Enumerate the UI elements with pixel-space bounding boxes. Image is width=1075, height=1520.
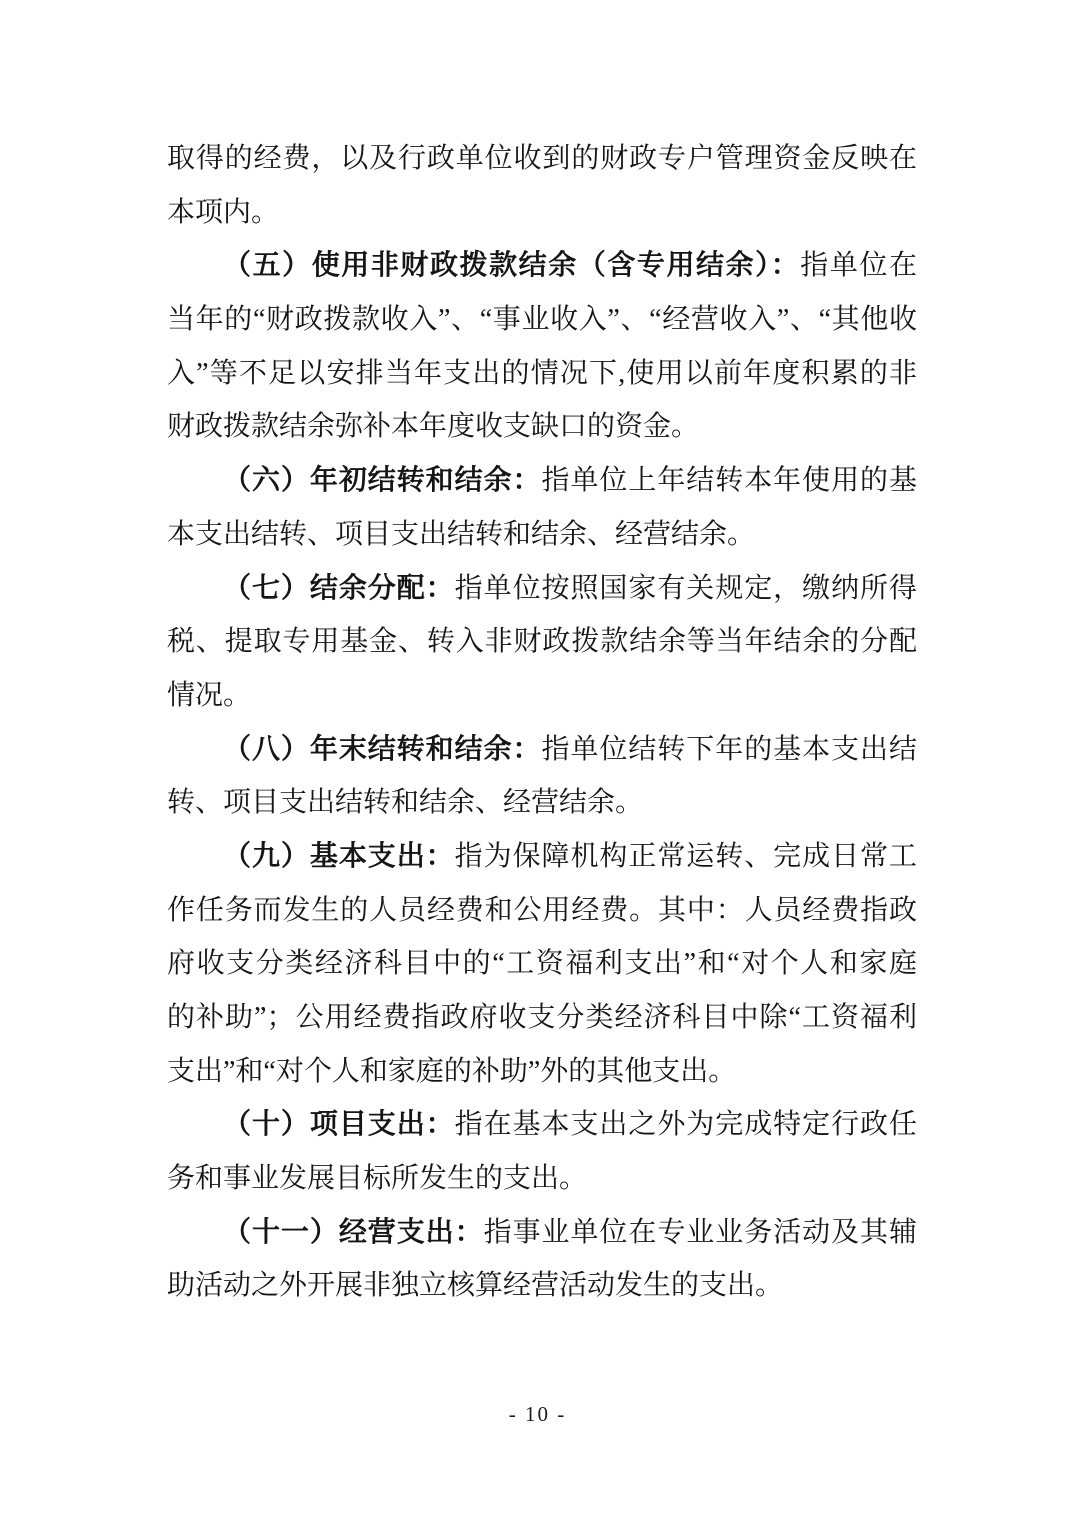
text-line — [167, 1098, 917, 1152]
paragraph-lead: （六）年初结转和结余： — [223, 465, 542, 497]
text-line — [167, 454, 917, 508]
paragraph-text: 指在基本支出之外为完成特定行政任 — [454, 1109, 917, 1141]
text-line — [167, 562, 917, 616]
text-line — [167, 830, 917, 884]
paragraph-text: 指单位按照国家有关规定，缴纳所得 — [454, 572, 917, 604]
page-number: - 10 - — [508, 1402, 567, 1426]
paragraph-lead: （七）结余分配： — [223, 572, 455, 604]
text-line: 助活动之外开展非独立核算经营活动发生的支出。 — [167, 1270, 784, 1302]
paragraph-lead: （五）使用非财政拨款结余（含专用结余）： — [223, 250, 801, 282]
text-line: 支出”和“对个人和家庭的补助”外的其他支出。 — [167, 1055, 737, 1087]
text-line: 税、提取专用基金、转入非财政拨款结余等当年结余的分配 — [167, 626, 917, 658]
text-line: 取得的经费，以及行政单位收到的财政专户管理资金反映在 — [167, 143, 917, 174]
text-line: 务和事业发展目标所发生的支出。 — [167, 1163, 588, 1195]
document-body — [167, 132, 917, 1313]
text-line — [167, 239, 917, 293]
text-line: 府收支分类经济科目中的“工资福利支出”和“对个人和家庭 — [167, 948, 917, 980]
paragraph-text: 指单位在 — [800, 250, 917, 282]
text-line: 入”等不足以安排当年支出的情况下,使用以前年度积累的非 — [167, 357, 917, 389]
text-line: 情况。 — [167, 679, 252, 711]
text-line: 的补助”；公用经费指政府收支分类经济科目中除“工资福利 — [167, 1002, 917, 1033]
text-line: 财政拨款结余弥补本年度收支缺口的资金。 — [167, 411, 700, 443]
paragraph-text: 指单位上年结转本年使用的基 — [541, 465, 917, 497]
text-line — [167, 1206, 917, 1260]
paragraph-text: 指单位结转下年的基本支出结 — [541, 733, 917, 765]
paragraph-lead: （九）基本支出： — [223, 840, 455, 872]
paragraph-lead: （八）年末结转和结余： — [223, 733, 542, 765]
paragraph-lead: （十）项目支出： — [223, 1109, 455, 1141]
paragraph-text: 指为保障机构正常运转、完成日常工 — [454, 840, 917, 872]
text-line: 转、项目支出结转和结余、经营结余。 — [167, 787, 644, 819]
paragraph-lead: （十一）经营支出： — [223, 1216, 484, 1248]
text-line: 本项内。 — [167, 196, 280, 228]
text-line: 作任务而发生的人员经费和公用经费。其中：人员经费指政 — [167, 894, 917, 926]
text-line: 当年的“财政拨款收入”、“事业收入”、“经营收入”、“其他收 — [167, 304, 917, 336]
text-line: 本支出结转、项目支出结转和结余、经营结余。 — [167, 518, 756, 550]
paragraph-text: 指事业单位在专业业务活动及其辅 — [483, 1216, 917, 1248]
text-line — [167, 723, 917, 777]
